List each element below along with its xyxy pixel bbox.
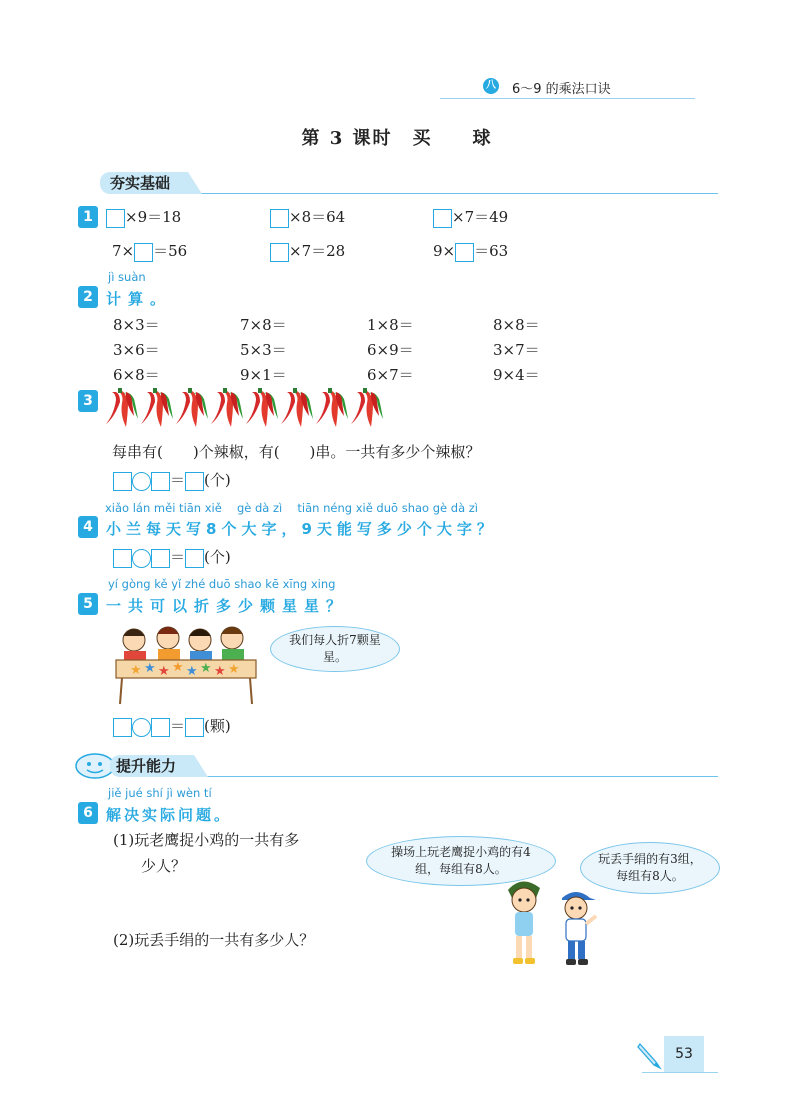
answer-box[interactable] [151, 718, 170, 737]
question-number-3: 3 [78, 390, 98, 412]
svg-text:★: ★ [200, 661, 212, 676]
answer-box[interactable] [185, 718, 204, 737]
section-banner-advanced [110, 755, 718, 777]
q4-pinyin: xiǎo lán měi tiān xiě gè dà zì tiān néng xiě duō shao gè dà zì [105, 501, 478, 515]
q6-speech-bubble-2: 玩丢手绢的有3组，每组有8人。 [580, 842, 720, 894]
q6-text: 解决实际问题。 [106, 806, 233, 824]
calc-item: 3×6＝ [113, 341, 160, 359]
header-divider [440, 98, 695, 99]
answer-box[interactable] [270, 209, 289, 228]
answer-box[interactable] [185, 472, 204, 491]
q2-pinyin: jì suàn [108, 270, 146, 284]
calc-item: 6×7＝ [367, 366, 414, 384]
svg-text:★: ★ [130, 663, 142, 678]
q4-answer-row: ＝ (个) [113, 546, 231, 568]
calc-item: 8×3＝ [113, 316, 160, 334]
q6-pinyin: jiě jué shí jì wèn tí [108, 786, 212, 800]
q2-text: 计算。 [106, 290, 173, 308]
answer-box[interactable] [151, 549, 170, 568]
q1-item-2: ×8＝64 [270, 206, 345, 228]
answer-box[interactable] [106, 209, 125, 228]
page-number: 53 [675, 1046, 693, 1062]
question-number-1: 1 [78, 206, 98, 228]
unit-icon: 八 [483, 78, 499, 94]
calc-item: 1×8＝ [367, 316, 414, 334]
children-folding-stars-image [112, 618, 262, 706]
question-number-4: 4 [78, 516, 98, 538]
calc-item: 6×8＝ [113, 366, 160, 384]
operator-circle[interactable] [132, 472, 151, 491]
lesson-title: 第 3 课时 买 球 [301, 128, 493, 149]
q5-text: 一共可以折多少颗星星？ [106, 597, 349, 615]
section-title-basic: 夯实基础 [100, 172, 188, 194]
operator-circle[interactable] [132, 549, 151, 568]
pencil-icon [636, 1040, 664, 1070]
banner-underline [180, 776, 718, 777]
question-number-5: 5 [78, 593, 98, 615]
svg-text:★: ★ [144, 661, 156, 676]
calc-item: 6×9＝ [367, 341, 414, 359]
svg-text:★: ★ [172, 660, 184, 675]
unit-title: 6～9 的乘法口诀 [512, 82, 611, 97]
banner-underline [180, 193, 718, 194]
answer-box[interactable] [113, 472, 132, 491]
answer-box[interactable] [270, 243, 289, 262]
q1-item-5: ×7＝28 [270, 240, 345, 262]
answer-box[interactable] [113, 549, 132, 568]
q6-sub1-line2: 少人？ [141, 857, 187, 875]
svg-text:★: ★ [214, 664, 226, 679]
answer-box[interactable] [185, 549, 204, 568]
operator-circle[interactable] [132, 718, 151, 737]
calc-item: 8×8＝ [493, 316, 540, 334]
question-number-6: 6 [78, 802, 98, 824]
question-number-2: 2 [78, 286, 98, 308]
svg-text:★: ★ [158, 664, 170, 679]
footer-divider [642, 1072, 718, 1073]
calc-item: 9×4＝ [493, 366, 540, 384]
q5-speech-bubble: 我们每人折7颗星星。 [270, 626, 400, 672]
q1-item-4: 7× ＝56 [112, 242, 188, 260]
cartoon-kids-image [500, 876, 610, 968]
section-banner-basic [100, 172, 718, 194]
calc-item: 7×8＝ [240, 316, 287, 334]
calc-item: 3×7＝ [493, 341, 540, 359]
chili-peppers-image [104, 388, 390, 430]
answer-box[interactable] [151, 472, 170, 491]
q4-text: 小兰每天写8个大字，9天能写多少个大字？ [106, 520, 497, 538]
q6-speech-bubble-1: 操场上玩老鹰捉小鸡的有4组，每组有8人。 [366, 836, 556, 886]
q3-text: 每串有( )个辣椒，有( )串。一共有多少个辣椒？ [112, 443, 481, 461]
q3-answer-row: ＝ (个) [113, 469, 231, 491]
q1-item-3: ×7＝49 [433, 206, 508, 228]
section-title-advanced: 提升能力 [110, 755, 194, 777]
answer-box[interactable] [113, 718, 132, 737]
q5-answer-row: ＝ (颗) [113, 715, 231, 737]
q1-item-6: 9× ＝63 [433, 242, 509, 260]
q6-sub2: (2)玩丢手绢的一共有多少人？ [113, 931, 315, 949]
q5-pinyin: yí gòng kě yǐ zhé duō shao kē xīng xing [108, 577, 336, 591]
calc-item: 5×3＝ [240, 341, 287, 359]
answer-box[interactable] [134, 243, 153, 262]
answer-box[interactable] [433, 209, 452, 228]
q6-sub1-line1: (1)玩老鹰捉小鸡的一共有多 [113, 831, 300, 849]
q1-item-1: ×9＝18 [106, 206, 181, 228]
calc-item: 9×1＝ [240, 366, 287, 384]
answer-box[interactable] [455, 243, 474, 262]
svg-text:★: ★ [186, 664, 198, 679]
svg-text:★: ★ [228, 662, 240, 677]
